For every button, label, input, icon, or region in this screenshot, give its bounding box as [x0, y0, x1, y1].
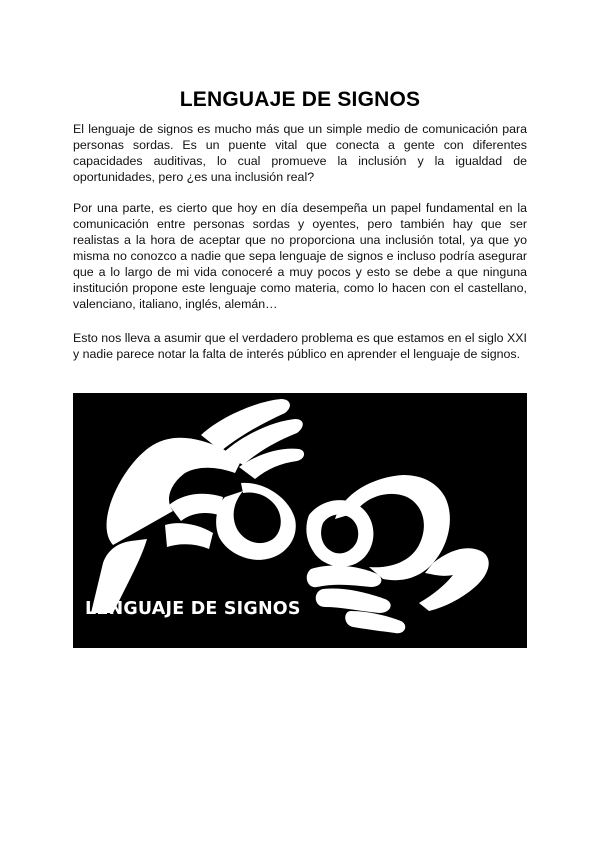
paragraph-conclusion: Esto nos lleva a asumir que el verdadero problema es que estamos en el siglo XXI y nadie parece notar la falta de interés público en aprender el lenguaje de signos. [73, 331, 527, 361]
image-caption: LENGUAJE DE SIGNOS [85, 599, 301, 619]
sign-language-image [73, 393, 527, 648]
paragraph-body: Por una parte, es cierto que hoy en día desempeña un papel fundamental en la comunicación entre personas sordas y oyentes, pero también hay que ser realistas a la hora de aceptar que no proporciona una inclusión total, ya que yo misma no conozco a nadie que sepa lenguaje de signos e incluso podría asegurar que a lo largo de mi vida conoceré a muy pocos y esto se debe a que ninguna institución propone este lenguaje como materia, como lo hacen con el castellano, valenciano, italiano, inglés, alemán… [73, 201, 527, 311]
page-title: LENGUAJE DE SIGNOS [179, 88, 421, 112]
paragraph-intro: El lenguaje de signos es mucho más que un simple medio de comunicación para personas sordas. Es un puente vital que conecta a gente con diferentes capacidades auditivas, lo cual promueve la inclusión y la igualdad de oportunidades, pero ¿es una inclusión real? [73, 122, 527, 184]
